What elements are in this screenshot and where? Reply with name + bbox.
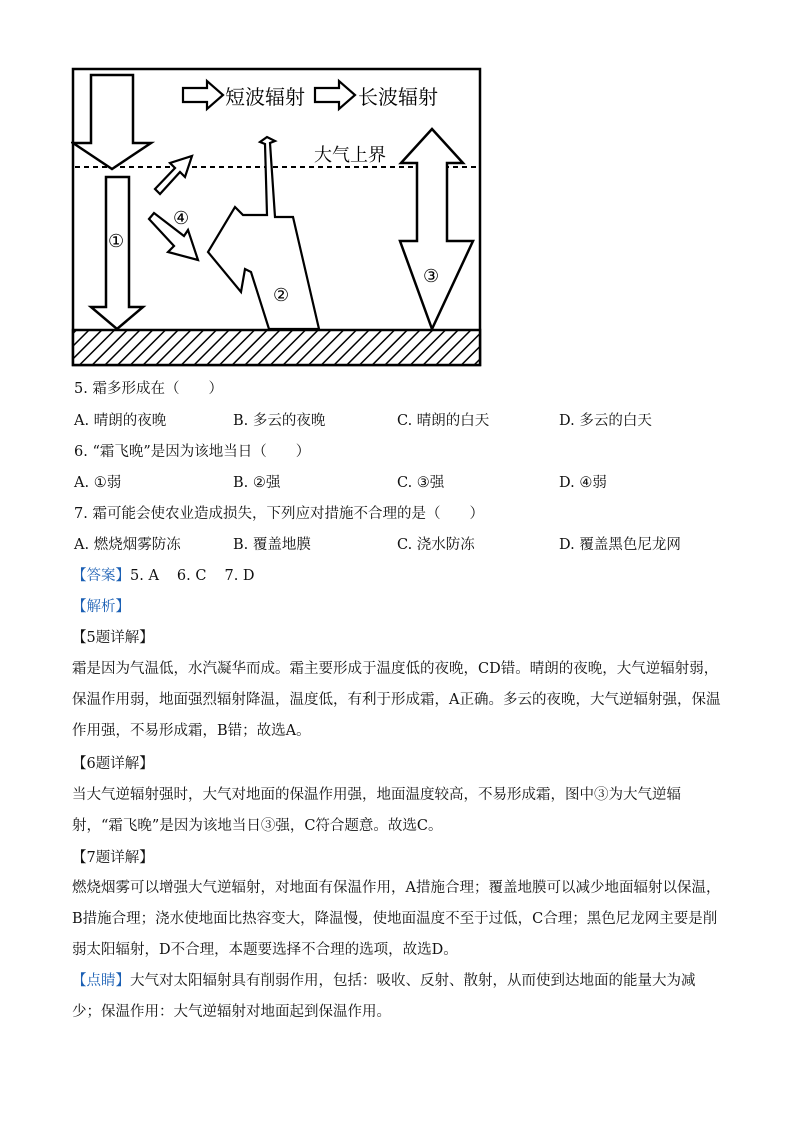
q6-option-c: C. ③强	[397, 475, 445, 491]
q7-option-b: B. 覆盖地膜	[233, 537, 311, 553]
legend-long-wave-label: 长波辐射	[358, 85, 438, 109]
q7-option-a: A. 燃烧烟雾防冻	[74, 537, 181, 553]
detail-6-title: 【6题详解】	[72, 756, 154, 772]
radiation-diagram	[71, 67, 482, 367]
question-6-stem: 6. “霜飞晚”是因为该地当日（ ）	[74, 444, 311, 460]
q6-option-d: D. ④弱	[559, 475, 607, 491]
ground-surface	[73, 330, 480, 365]
marker-4: ④	[173, 208, 190, 229]
marker-1: ①	[108, 231, 125, 252]
q5-option-a: A. 晴朗的夜晚	[74, 413, 167, 429]
tip-tag: 【点睛】	[72, 973, 130, 989]
q5-option-d: D. 多云的白天	[559, 413, 652, 429]
q6-option-a: A. ①弱	[74, 475, 122, 491]
analysis-tag: 【解析】	[72, 599, 130, 615]
detail-5-title: 【5题详解】	[72, 630, 154, 646]
marker-3: ③	[423, 266, 440, 287]
answer-item: 7. D	[224, 568, 255, 584]
question-5-stem: 5. 霜多形成在（ ）	[74, 381, 223, 397]
detail-5-text: 霜是因为气温低，水汽凝华而成。霜主要形成于温度低的夜晚，CD错。晴朗的夜晚，大气逆辐射弱，保温作用弱，地面强烈辐射降温，温度低，有利于形成霜，A正确。多云的夜晚，大气逆辐射强，保温作用强，不易形成霜，B错；故选A。	[72, 661, 721, 739]
marker-2: ②	[273, 285, 290, 306]
legend-short-wave-label: 短波辐射	[225, 85, 305, 109]
boundary-label: 大气上界	[314, 145, 386, 166]
q5-option-b: B. 多云的夜晚	[233, 413, 326, 429]
detail-6-text: 当大气逆辐射强时，大气对地面的保温作用强，地面温度较高，不易形成霜，图中③为大气逆辐射，“霜飞晚”是因为该地当日③强，C符合题意。故选C。	[72, 787, 681, 834]
answer-line	[72, 566, 273, 586]
detail-7-text: 燃烧烟雾可以增强大气逆辐射，对地面有保温作用，A措施合理；覆盖地膜可以减少地面辐射以保温，B措施合理；浇水使地面比热容变大，降温慢，使地面温度不至于过低，C合理；黑色尼龙网主要是削弱太阳辐射，D不合理，本题要选择不合理的选项，故选D。	[72, 880, 721, 958]
answer-tag: 【答案】	[72, 568, 130, 584]
q7-option-c: C. 浇水防冻	[397, 537, 475, 553]
answer-item: 5. A	[130, 568, 159, 584]
q5-option-c: C. 晴朗的白天	[397, 413, 490, 429]
tip-text: 大气对太阳辐射具有削弱作用，包括：吸收、反射、散射，从而使到达地面的能量大为减少；保温作用：大气逆辐射对地面起到保温作用。	[72, 973, 696, 1020]
answer-item: 6. C	[176, 568, 207, 584]
q7-option-d: D. 覆盖黑色尼龙网	[559, 537, 681, 553]
tip-paragraph	[72, 966, 722, 1028]
detail-7-title: 【7题详解】	[72, 850, 154, 866]
q6-option-b: B. ②强	[233, 475, 281, 491]
question-7-stem: 7. 霜可能会使农业造成损失，下列应对措施不合理的是（ ）	[74, 506, 484, 522]
